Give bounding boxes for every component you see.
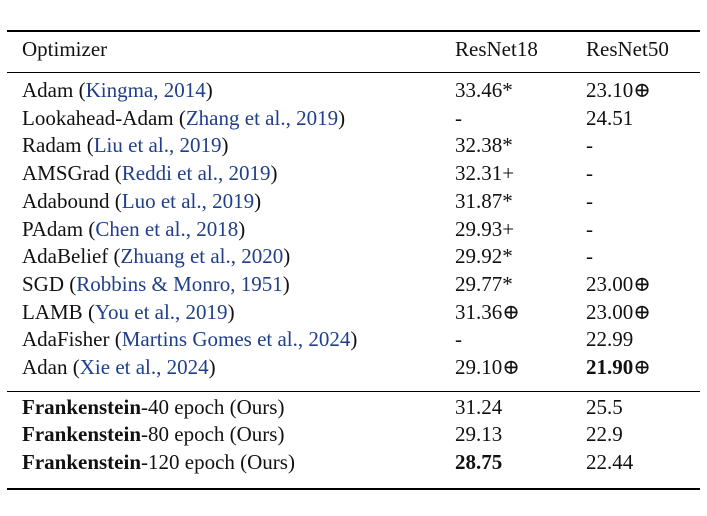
citation-link[interactable]: Liu et al., 2019 (93, 133, 222, 158)
resnet18-cell: 29.93+ (455, 216, 515, 241)
optimizer-cell: Lookahead-Adam (Zhang et al., 2019) (22, 105, 346, 130)
table-row (22, 243, 706, 271)
optimizer-cell: Frankenstein-120 epoch (Ours) (22, 450, 295, 475)
table-row (22, 132, 706, 160)
best-resnet18-value: 28.75 (455, 450, 503, 475)
resnet50-cell: - (586, 216, 593, 241)
resnet50-cell: - (586, 161, 593, 186)
resnet50-cell: - (586, 244, 593, 269)
citation-link[interactable]: Reddi et al., 2019 (121, 161, 271, 186)
optimizer-cell: PAdam (Chen et al., 2018) (22, 216, 246, 241)
table-row (22, 271, 706, 299)
citation-link[interactable]: Kingma, 2014 (85, 78, 206, 102)
table-row (22, 105, 706, 133)
resnet50-cell: 22.44 (586, 450, 634, 475)
optimizer-cell: Adabound (Luo et al., 2019) (22, 188, 262, 213)
optimizer-cell: AdaBelief (Zhuang et al., 2020) (22, 244, 291, 269)
method-name: Frankenstein (22, 422, 142, 447)
citation-link[interactable]: Chen et al., 2018 (95, 216, 239, 241)
resnet18-cell: 29.10⊕ (455, 355, 520, 380)
resnet18-cell: - (455, 327, 462, 352)
resnet18-cell: 29.13 (455, 422, 503, 447)
citation-link[interactable]: Xie et al., 2024 (79, 355, 209, 380)
optimizer-cell: Frankenstein-80 epoch (Ours) (22, 422, 285, 447)
header-optimizer: Optimizer (22, 37, 108, 61)
bottom-rule (7, 488, 700, 490)
optimizer-cell: Frankenstein-40 epoch (Ours) (22, 394, 285, 419)
optimizer-cell: Adam (Kingma, 2014) (22, 78, 213, 102)
header-resnet50: ResNet50 (586, 37, 669, 61)
top-rule (7, 30, 700, 32)
table-row (22, 449, 706, 477)
optimizer-cell: Adan (Xie et al., 2024) (22, 355, 216, 380)
resnet50-cell: - (586, 188, 593, 213)
resnet50-cell: 23.00⊕ (586, 299, 651, 324)
resnet50-cell: 23.10⊕ (586, 78, 651, 102)
table-row (22, 160, 706, 188)
citation-link[interactable]: Robbins & Monro, 1951 (76, 271, 283, 296)
resnet18-cell: 29.92* (455, 244, 513, 269)
optimizer-cell: AdaFisher (Martins Gomes et al., 2024) (22, 327, 358, 352)
citation-link[interactable]: Zhang et al., 2019 (185, 105, 339, 130)
header-row (22, 36, 706, 66)
table-row (22, 421, 706, 449)
optimizer-cell: SGD (Robbins & Monro, 1951) (22, 271, 290, 296)
optimizer-cell: Radam (Liu et al., 2019) (22, 133, 229, 158)
table-row (22, 66, 706, 105)
resnet18-cell: 33.46* (455, 78, 513, 102)
citation-link[interactable]: Martins Gomes et al., 2024 (121, 327, 351, 352)
resnet18-cell: 31.36⊕ (455, 299, 520, 324)
citation-link[interactable]: Zhuang et al., 2020 (120, 244, 284, 269)
table-row (22, 216, 706, 244)
table-row (22, 382, 706, 422)
citation-link[interactable]: You et al., 2019 (94, 299, 228, 324)
table-row (22, 299, 706, 327)
table-row (22, 326, 706, 354)
resnet50-cell: 22.99 (586, 327, 634, 352)
optimizer-cell: LAMB (You et al., 2019) (22, 299, 235, 324)
table-row (22, 188, 706, 216)
resnet50-cell: 24.51 (586, 105, 634, 130)
resnet18-cell: 32.38* (455, 133, 513, 158)
resnet18-cell: - (455, 105, 462, 130)
resnet50-cell: 22.9 (586, 422, 623, 447)
citation-link[interactable]: Luo et al., 2019 (121, 188, 255, 213)
resnet18-cell: 31.24 (455, 394, 503, 419)
results-table (22, 36, 706, 477)
optimizer-cell: AMSGrad (Reddi et al., 2019) (22, 161, 278, 186)
header-resnet18: ResNet18 (455, 37, 538, 61)
resnet18-cell: 32.31+ (455, 161, 515, 186)
resnet18-cell: 31.87* (455, 188, 513, 213)
resnet18-cell: 29.77* (455, 271, 513, 296)
resnet18-cell (455, 449, 586, 477)
resnet50-cell: - (586, 133, 593, 158)
table-row (22, 354, 706, 382)
method-name: Frankenstein (22, 450, 142, 475)
method-name: Frankenstein (22, 394, 142, 419)
best-resnet50-value: 21.90 (586, 355, 634, 380)
resnet50-cell: 23.00⊕ (586, 271, 651, 296)
resnet50-cell: 25.5 (586, 394, 623, 419)
resnet50-cell: 21.90⊕ (586, 355, 651, 380)
